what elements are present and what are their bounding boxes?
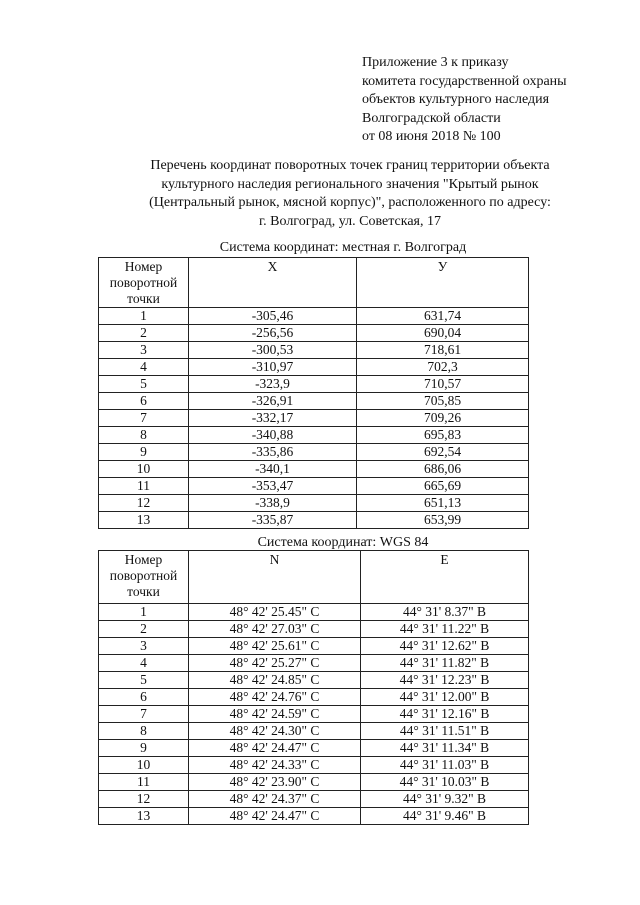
local-cell-1: -340,88 (189, 427, 357, 444)
header-point-number: Номер поворотной точки (99, 258, 189, 308)
wgs-cell-0: 13 (99, 808, 189, 825)
wgs-cell-1: 48° 42' 25.45" С (189, 604, 361, 621)
wgs-cell-2: 44° 31' 11.03" В (361, 757, 529, 774)
table-row (99, 461, 529, 478)
table-row (99, 757, 529, 774)
local-cell-2: 709,26 (357, 410, 529, 427)
wgs-cell-1: 48° 42' 25.27" С (189, 655, 361, 672)
local-cell-1: -305,46 (189, 308, 357, 325)
table-row (99, 808, 529, 825)
table-row (99, 604, 529, 621)
wgs-cell-0: 2 (99, 621, 189, 638)
table-row (99, 512, 529, 529)
local-cell-0: 5 (99, 376, 189, 393)
table-row (99, 410, 529, 427)
appendix-line: от 08 июня 2018 № 100 (362, 129, 501, 144)
table-row (99, 342, 529, 359)
header-e: E (361, 551, 529, 604)
local-cell-0: 7 (99, 410, 189, 427)
appendix-line: комитета государственной охраны (362, 73, 567, 89)
table-header-row (99, 551, 529, 604)
wgs-cell-2: 44° 31' 12.16" В (361, 706, 529, 723)
wgs-cell-0: 11 (99, 774, 189, 791)
wgs-cell-0: 3 (99, 638, 189, 655)
local-cell-0: 4 (99, 359, 189, 376)
local-cell-0: 9 (99, 444, 189, 461)
table-row (99, 689, 529, 706)
wgs-cell-2: 44° 31' 10.03" В (361, 774, 529, 791)
local-cell-0: 12 (99, 495, 189, 512)
table-row (99, 638, 529, 655)
table-row (99, 325, 529, 342)
wgs-cell-2: 44° 31' 9.46" В (361, 808, 529, 825)
wgs-cell-1: 48° 42' 24.37" С (189, 791, 361, 808)
wgs-cell-1: 48° 42' 27.03" С (189, 621, 361, 638)
table-header-row (99, 258, 529, 308)
header-n: N (189, 551, 361, 604)
wgs-cell-2: 44° 31' 12.62" В (361, 638, 529, 655)
wgs-cell-2: 44° 31' 12.00" В (361, 689, 529, 706)
appendix-line: Приложение 3 к приказу (362, 55, 509, 70)
local-cell-0: 13 (99, 512, 189, 529)
wgs-cell-1: 48° 42' 25.61" С (189, 638, 361, 655)
wgs-cell-0: 9 (99, 740, 189, 757)
local-cell-1: -323,9 (189, 376, 357, 393)
local-cell-1: -326,91 (189, 393, 357, 410)
local-cell-2: 705,85 (357, 393, 529, 410)
table-row (99, 308, 529, 325)
local-cell-1: -310,97 (189, 359, 357, 376)
table-row (99, 621, 529, 638)
table-row (99, 774, 529, 791)
wgs-cell-1: 48° 42' 23.90" С (189, 774, 361, 791)
table-row (99, 791, 529, 808)
table-row (99, 495, 529, 512)
table-row (99, 393, 529, 410)
wgs-cell-0: 10 (99, 757, 189, 774)
local-cell-2: 710,57 (357, 376, 529, 393)
title-line: культурного наследия регионального значения "Крытый рынок (161, 176, 539, 192)
wgs-cell-0: 7 (99, 706, 189, 723)
document-title (80, 157, 620, 231)
local-cell-1: -338,9 (189, 495, 357, 512)
table-row (99, 376, 529, 393)
table-row (99, 706, 529, 723)
local-cell-1: -332,17 (189, 410, 357, 427)
table-row (99, 478, 529, 495)
wgs-cell-0: 8 (99, 723, 189, 740)
local-cell-2: 653,99 (357, 512, 529, 529)
appendix-block (362, 54, 567, 147)
wgs-cell-2: 44° 31' 8.37" В (361, 604, 529, 621)
wgs-cell-0: 1 (99, 604, 189, 621)
appendix-line: Волгоградской области (362, 110, 501, 126)
local-cell-0: 3 (99, 342, 189, 359)
wgs-cell-0: 6 (99, 689, 189, 706)
local-cell-0: 2 (99, 325, 189, 342)
table1-caption: Система координат: местная г. Волгоград (219, 240, 467, 255)
header-x: X (189, 258, 357, 308)
wgs-cell-2: 44° 31' 11.34" В (361, 740, 529, 757)
local-cell-1: -335,87 (189, 512, 357, 529)
local-cell-2: 686,06 (357, 461, 529, 478)
header-point-number: Номер поворотной точки (99, 551, 189, 604)
wgs-cell-1: 48° 42' 24.59" С (189, 706, 361, 723)
wgs-cell-2: 44° 31' 9.32" В (361, 791, 529, 808)
table-row (99, 444, 529, 461)
table-row (99, 359, 529, 376)
local-cell-1: -340,1 (189, 461, 357, 478)
wgs-cell-0: 12 (99, 791, 189, 808)
title-line: (Центральный рынок, мясной корпус)", расположенного по адресу: (149, 195, 551, 210)
table-row (99, 655, 529, 672)
local-cell-1: -353,47 (189, 478, 357, 495)
local-cell-1: -256,56 (189, 325, 357, 342)
local-cell-2: 631,74 (357, 308, 529, 325)
local-cell-2: 702,3 (357, 359, 529, 376)
table-row (99, 427, 529, 444)
wgs-cell-1: 48° 42' 24.33" С (189, 757, 361, 774)
local-cell-2: 690,04 (357, 325, 529, 342)
wgs-cell-1: 48° 42' 24.47" С (189, 740, 361, 757)
local-cell-2: 695,83 (357, 427, 529, 444)
local-cell-0: 11 (99, 478, 189, 495)
local-cell-0: 10 (99, 461, 189, 478)
title-line: Перечень координат поворотных точек границ территории объекта (150, 158, 550, 173)
local-cell-0: 1 (99, 308, 189, 325)
table-row (99, 740, 529, 757)
wgs-cell-1: 48° 42' 24.47" С (189, 808, 361, 825)
wgs-cell-2: 44° 31' 11.22" В (361, 621, 529, 638)
wgs-cell-0: 4 (99, 655, 189, 672)
local-cell-2: 651,13 (357, 495, 529, 512)
wgs84-coordinates-table (98, 550, 529, 825)
local-coordinates-table (98, 257, 529, 529)
local-cell-1: -335,86 (189, 444, 357, 461)
wgs-cell-0: 5 (99, 672, 189, 689)
header-y: У (357, 258, 529, 308)
appendix-line: объектов культурного наследия (362, 92, 550, 107)
table-row (99, 672, 529, 689)
wgs-cell-1: 48° 42' 24.30" С (189, 723, 361, 740)
wgs-cell-1: 48° 42' 24.85" С (189, 672, 361, 689)
local-cell-2: 665,69 (357, 478, 529, 495)
table2-caption: Система координат: WGS 84 (257, 535, 429, 550)
title-line: г. Волгоград, ул. Советская, 17 (259, 213, 441, 229)
local-cell-0: 6 (99, 393, 189, 410)
local-cell-0: 8 (99, 427, 189, 444)
local-cell-2: 718,61 (357, 342, 529, 359)
wgs-cell-2: 44° 31' 11.51" В (361, 723, 529, 740)
local-cell-2: 692,54 (357, 444, 529, 461)
wgs-cell-2: 44° 31' 12.23" В (361, 672, 529, 689)
local-cell-1: -300,53 (189, 342, 357, 359)
table-row (99, 723, 529, 740)
wgs-cell-2: 44° 31' 11.82" В (361, 655, 529, 672)
wgs-cell-1: 48° 42' 24.76" С (189, 689, 361, 706)
